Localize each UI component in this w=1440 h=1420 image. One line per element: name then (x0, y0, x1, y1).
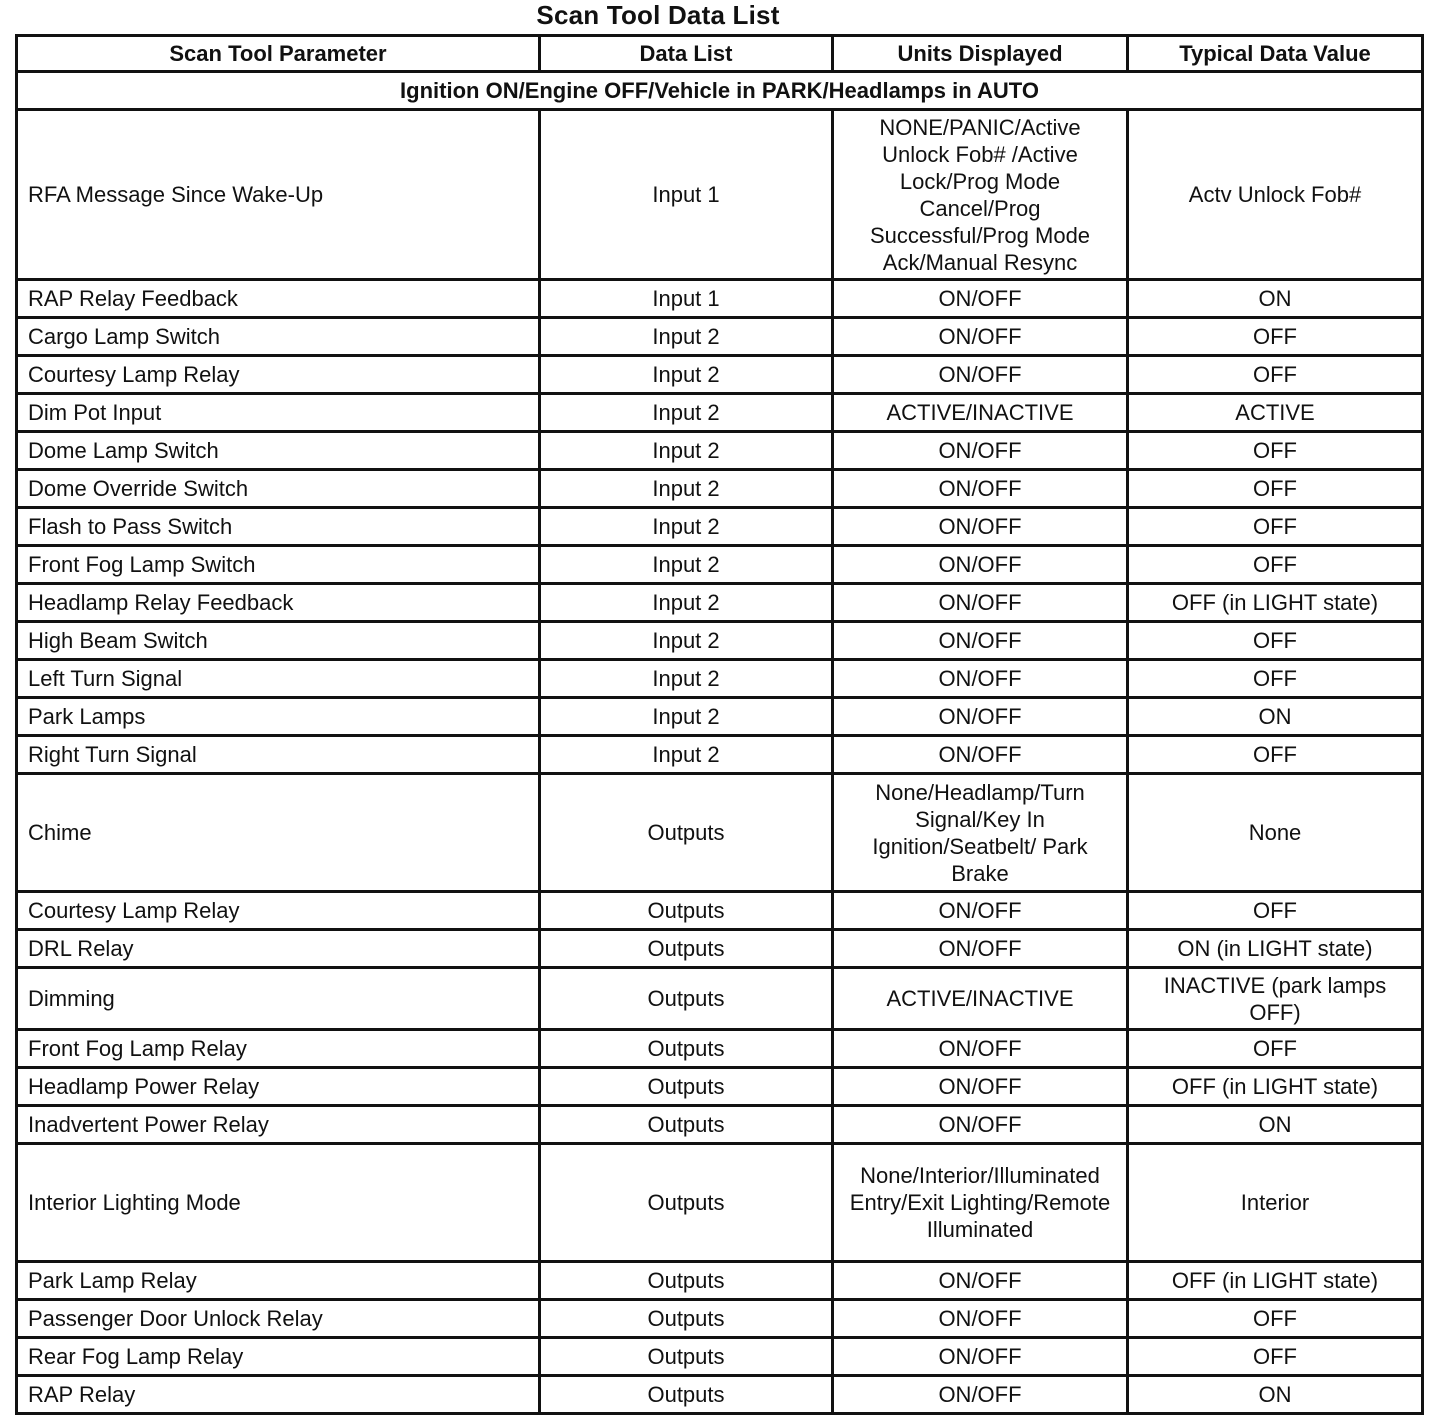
parameter-cell: Left Turn Signal (17, 660, 540, 698)
parameter-cell: Passenger Door Unlock Relay (17, 1300, 540, 1338)
data-list-cell: Input 2 (540, 508, 833, 546)
parameter-cell: Front Fog Lamp Switch (17, 546, 540, 584)
data-list-cell: Outputs (540, 1376, 833, 1414)
parameter-cell: Rear Fog Lamp Relay (17, 1338, 540, 1376)
table-row (17, 356, 1423, 394)
typical-value-cell: OFF (1128, 1300, 1423, 1338)
table-row (17, 1376, 1423, 1414)
table-row (17, 1300, 1423, 1338)
section-row (17, 72, 1423, 110)
table-row (17, 622, 1423, 660)
typical-value-cell: None (1128, 774, 1423, 892)
page-title: Scan Tool Data List (536, 0, 780, 30)
typical-value-cell: OFF (in LIGHT state) (1128, 584, 1423, 622)
parameter-cell: Interior Lighting Mode (17, 1144, 540, 1262)
table-row (17, 1106, 1423, 1144)
typical-value-cell: OFF (1128, 508, 1423, 546)
typical-value-cell: OFF (1128, 470, 1423, 508)
data-list-cell: Outputs (540, 930, 833, 968)
parameter-cell: Dim Pot Input (17, 394, 540, 432)
typical-value-cell: OFF (1128, 736, 1423, 774)
units-cell: ON/OFF (833, 892, 1128, 930)
data-list-cell: Input 1 (540, 110, 833, 280)
units-cell: ON/OFF (833, 1376, 1128, 1414)
typical-value-cell: OFF (1128, 1030, 1423, 1068)
parameter-cell: Cargo Lamp Switch (17, 318, 540, 356)
parameter-cell: High Beam Switch (17, 622, 540, 660)
parameter-cell: Dimming (17, 968, 540, 1030)
data-list-cell: Input 2 (540, 318, 833, 356)
units-cell: ACTIVE/INACTIVE (833, 968, 1128, 1030)
data-list-cell: Outputs (540, 1144, 833, 1262)
typical-value-cell: INACTIVE (park lamps OFF) (1128, 968, 1423, 1030)
data-list-cell: Outputs (540, 1106, 833, 1144)
typical-value-cell: OFF (1128, 432, 1423, 470)
data-list-cell: Input 2 (540, 394, 833, 432)
parameter-cell: Dome Override Switch (17, 470, 540, 508)
table-row (17, 584, 1423, 622)
parameter-cell: RFA Message Since Wake-Up (17, 110, 540, 280)
typical-value-cell: ON (1128, 1106, 1423, 1144)
table-row (17, 968, 1423, 1030)
parameter-cell: Courtesy Lamp Relay (17, 356, 540, 394)
typical-value-cell: OFF (1128, 622, 1423, 660)
typical-value-cell: OFF (1128, 892, 1423, 930)
units-cell: None/Interior/Illuminated Entry/Exit Lighting/Remote Illuminated (833, 1144, 1128, 1262)
header-row (17, 36, 1423, 72)
parameter-cell: Park Lamp Relay (17, 1262, 540, 1300)
units-cell: ON/OFF (833, 660, 1128, 698)
units-cell: None/Headlamp/Turn Signal/Key In Ignition/Seatbelt/ Park Brake (833, 774, 1128, 892)
parameter-cell: Courtesy Lamp Relay (17, 892, 540, 930)
table-row (17, 394, 1423, 432)
parameter-cell: DRL Relay (17, 930, 540, 968)
data-list-cell: Input 2 (540, 660, 833, 698)
data-list-cell: Input 2 (540, 698, 833, 736)
header-parameter: Scan Tool Parameter (17, 36, 540, 72)
typical-value-cell: ON (in LIGHT state) (1128, 930, 1423, 968)
table-row (17, 1068, 1423, 1106)
table-row (17, 1030, 1423, 1068)
typical-value-cell: OFF (1128, 356, 1423, 394)
table-row (17, 774, 1423, 892)
units-cell: ON/OFF (833, 584, 1128, 622)
typical-value-cell: ON (1128, 1376, 1423, 1414)
data-list-cell: Input 2 (540, 736, 833, 774)
data-list-cell: Input 2 (540, 622, 833, 660)
table-body (17, 72, 1423, 1414)
units-cell: ON/OFF (833, 470, 1128, 508)
header-units-displayed: Units Displayed (833, 36, 1128, 72)
data-list-cell: Input 2 (540, 432, 833, 470)
units-cell: ON/OFF (833, 1068, 1128, 1106)
units-cell: ON/OFF (833, 930, 1128, 968)
header-typical-value: Typical Data Value (1128, 36, 1423, 72)
header-data-list: Data List (540, 36, 833, 72)
data-list-cell: Input 2 (540, 546, 833, 584)
units-cell: ON/OFF (833, 1030, 1128, 1068)
units-cell: ON/OFF (833, 1106, 1128, 1144)
table-row (17, 318, 1423, 356)
data-list-cell: Input 2 (540, 584, 833, 622)
units-cell: ON/OFF (833, 280, 1128, 318)
data-list-cell: Input 1 (540, 280, 833, 318)
table-row (17, 1262, 1423, 1300)
table-row (17, 1144, 1423, 1262)
data-list-cell: Outputs (540, 892, 833, 930)
units-cell: ON/OFF (833, 508, 1128, 546)
table-row (17, 736, 1423, 774)
parameter-cell: Park Lamps (17, 698, 540, 736)
table-row (17, 1338, 1423, 1376)
data-list-cell: Outputs (540, 968, 833, 1030)
units-cell: ON/OFF (833, 318, 1128, 356)
typical-value-cell: OFF (in LIGHT state) (1128, 1262, 1423, 1300)
table-row (17, 280, 1423, 318)
units-cell: ON/OFF (833, 1262, 1128, 1300)
parameter-cell: Chime (17, 774, 540, 892)
units-cell: ACTIVE/INACTIVE (833, 394, 1128, 432)
table-row (17, 110, 1423, 280)
data-list-cell: Input 2 (540, 470, 833, 508)
table-row (17, 508, 1423, 546)
data-list-cell: Outputs (540, 1030, 833, 1068)
typical-value-cell: ON (1128, 698, 1423, 736)
units-cell: ON/OFF (833, 1338, 1128, 1376)
data-list-cell: Outputs (540, 1068, 833, 1106)
units-cell: ON/OFF (833, 546, 1128, 584)
typical-value-cell: ACTIVE (1128, 394, 1423, 432)
units-cell: ON/OFF (833, 356, 1128, 394)
data-list-cell: Outputs (540, 1262, 833, 1300)
data-list-cell: Outputs (540, 774, 833, 892)
data-list-cell: Outputs (540, 1338, 833, 1376)
typical-value-cell: Interior (1128, 1144, 1423, 1262)
parameter-cell: Front Fog Lamp Relay (17, 1030, 540, 1068)
typical-value-cell: OFF (in LIGHT state) (1128, 1068, 1423, 1106)
data-list-cell: Input 2 (540, 356, 833, 394)
parameter-cell: RAP Relay (17, 1376, 540, 1414)
data-list-cell: Outputs (540, 1300, 833, 1338)
parameter-cell: Headlamp Power Relay (17, 1068, 540, 1106)
parameter-cell: Dome Lamp Switch (17, 432, 540, 470)
typical-value-cell: OFF (1128, 318, 1423, 356)
typical-value-cell: OFF (1128, 546, 1423, 584)
scan-tool-data-table (15, 34, 1424, 1415)
typical-value-cell: ON (1128, 280, 1423, 318)
parameter-cell: Headlamp Relay Feedback (17, 584, 540, 622)
parameter-cell: Flash to Pass Switch (17, 508, 540, 546)
section-heading: Ignition ON/Engine OFF/Vehicle in PARK/Headlamps in AUTO (17, 72, 1423, 110)
typical-value-cell: OFF (1128, 660, 1423, 698)
units-cell: ON/OFF (833, 736, 1128, 774)
units-cell: ON/OFF (833, 698, 1128, 736)
units-cell: ON/OFF (833, 1300, 1128, 1338)
table-row (17, 470, 1423, 508)
parameter-cell: Inadvertent Power Relay (17, 1106, 540, 1144)
parameter-cell: Right Turn Signal (17, 736, 540, 774)
parameter-cell: RAP Relay Feedback (17, 280, 540, 318)
units-cell: ON/OFF (833, 622, 1128, 660)
table-row (17, 892, 1423, 930)
typical-value-cell: OFF (1128, 1338, 1423, 1376)
units-cell: ON/OFF (833, 432, 1128, 470)
units-cell: NONE/PANIC/Active Unlock Fob# /Active Lock/Prog Mode Cancel/Prog Successful/Prog Mode Ack/Manual Resync (833, 110, 1128, 280)
table-row (17, 698, 1423, 736)
table-row (17, 930, 1423, 968)
table-row (17, 660, 1423, 698)
typical-value-cell: Actv Unlock Fob# (1128, 110, 1423, 280)
table-row (17, 546, 1423, 584)
table-row (17, 432, 1423, 470)
